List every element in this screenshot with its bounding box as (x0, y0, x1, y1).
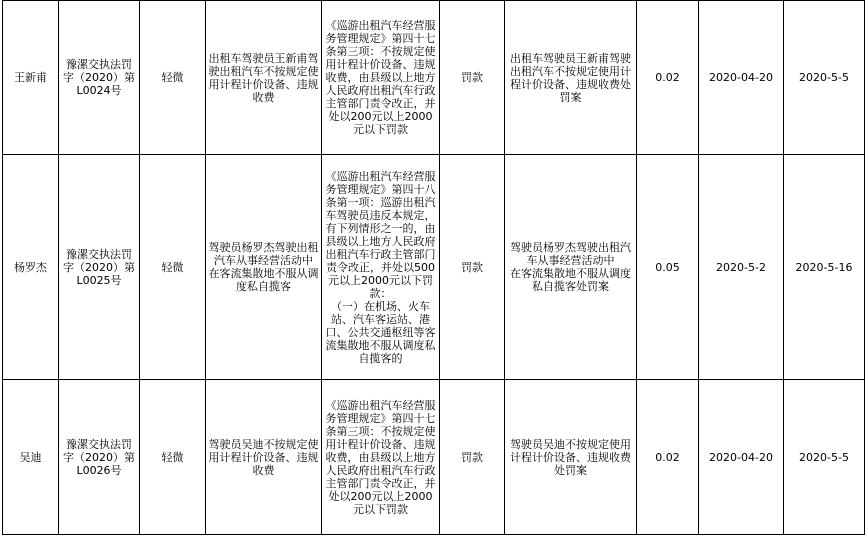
penalty-type-cell: 罚款 (440, 1, 505, 155)
legal-basis-cell: 《巡游出租汽车经营服务管理规定》第四十七条第三项：不按规定使用计程计价设备、违规收费，由县级以上地方人民政府出租汽车行政主管部门责令改正，并处以200元以上2000元以下罚款 (322, 1, 440, 155)
amount-cell: 0.05 (637, 155, 699, 380)
table-row (3, 155, 865, 380)
severity-cell: 轻微 (140, 155, 206, 380)
document-number-cell: 豫漯交执法罚字（2020）第L0026号 (59, 380, 140, 535)
penalty-records-table (2, 0, 865, 535)
decision-date-cell: 2020-5-2 (699, 155, 784, 380)
penalty-content-cell: 驾驶员杨罗杰驾驶出租汽车从事经营活动中 在客流集散地不服从调度私自揽客处罚案 (505, 155, 637, 380)
penalty-content-cell: 驾驶员吴迪不按规定使用计程计价设备、违规收费 处罚案 (505, 380, 637, 535)
severity-cell: 轻微 (140, 1, 206, 155)
violation-facts-cell: 驾驶员吴迪不按规定使用计程计价设备、违规收费 (206, 380, 322, 535)
person-name-cell: 杨罗杰 (3, 155, 59, 380)
public-date-cell: 2020-5-5 (784, 380, 865, 535)
penalty-type-cell: 罚款 (440, 380, 505, 535)
penalty-content-cell: 出租车驾驶员王新甫驾驶出租汽车不按规定使用计程计价设备、违规收费处罚案 (505, 1, 637, 155)
document-number-cell: 豫漯交执法罚字（2020）第L0025号 (59, 155, 140, 380)
legal-basis-cell: 《巡游出租汽车经营服务管理规定》第四十八条第一项：巡游出租汽车驾驶员违反本规定，有下列情形之一的，由县级以上地方人民政府出租汽车行政主管部门责令改正，并处以500元以上2000元以下罚款： （一）在机场、火车站、汽车客运站、港口、公共交通枢纽等客流集散地不服从调度私自揽客的 (322, 155, 440, 380)
decision-date-cell: 2020-04-20 (699, 380, 784, 535)
penalty-type-cell: 罚款 (440, 155, 505, 380)
document-number-cell: 豫漯交执法罚字（2020）第L0024号 (59, 1, 140, 155)
amount-cell: 0.02 (637, 1, 699, 155)
severity-cell: 轻微 (140, 380, 206, 535)
violation-facts-cell: 出租车驾驶员王新甫驾驶出租汽车不按规定使用计程计价设备、违规收费 (206, 1, 322, 155)
violation-facts-cell: 驾驶员杨罗杰驾驶出租汽车从事经营活动中 在客流集散地不服从调度私自揽客 (206, 155, 322, 380)
public-date-cell: 2020-5-16 (784, 155, 865, 380)
decision-date-cell: 2020-04-20 (699, 1, 784, 155)
public-date-cell: 2020-5-5 (784, 1, 865, 155)
amount-cell: 0.02 (637, 380, 699, 535)
person-name-cell: 王新甫 (3, 1, 59, 155)
legal-basis-cell: 《巡游出租汽车经营服务管理规定》第四十七条第三项：不按规定使用计程计价设备、违规收费，由县级以上地方人民政府出租汽车行政主管部门责令改正，并处以200元以上2000元以下罚款 (322, 380, 440, 535)
person-name-cell: 吴迪 (3, 380, 59, 535)
table-row (3, 380, 865, 535)
table-row (3, 1, 865, 155)
